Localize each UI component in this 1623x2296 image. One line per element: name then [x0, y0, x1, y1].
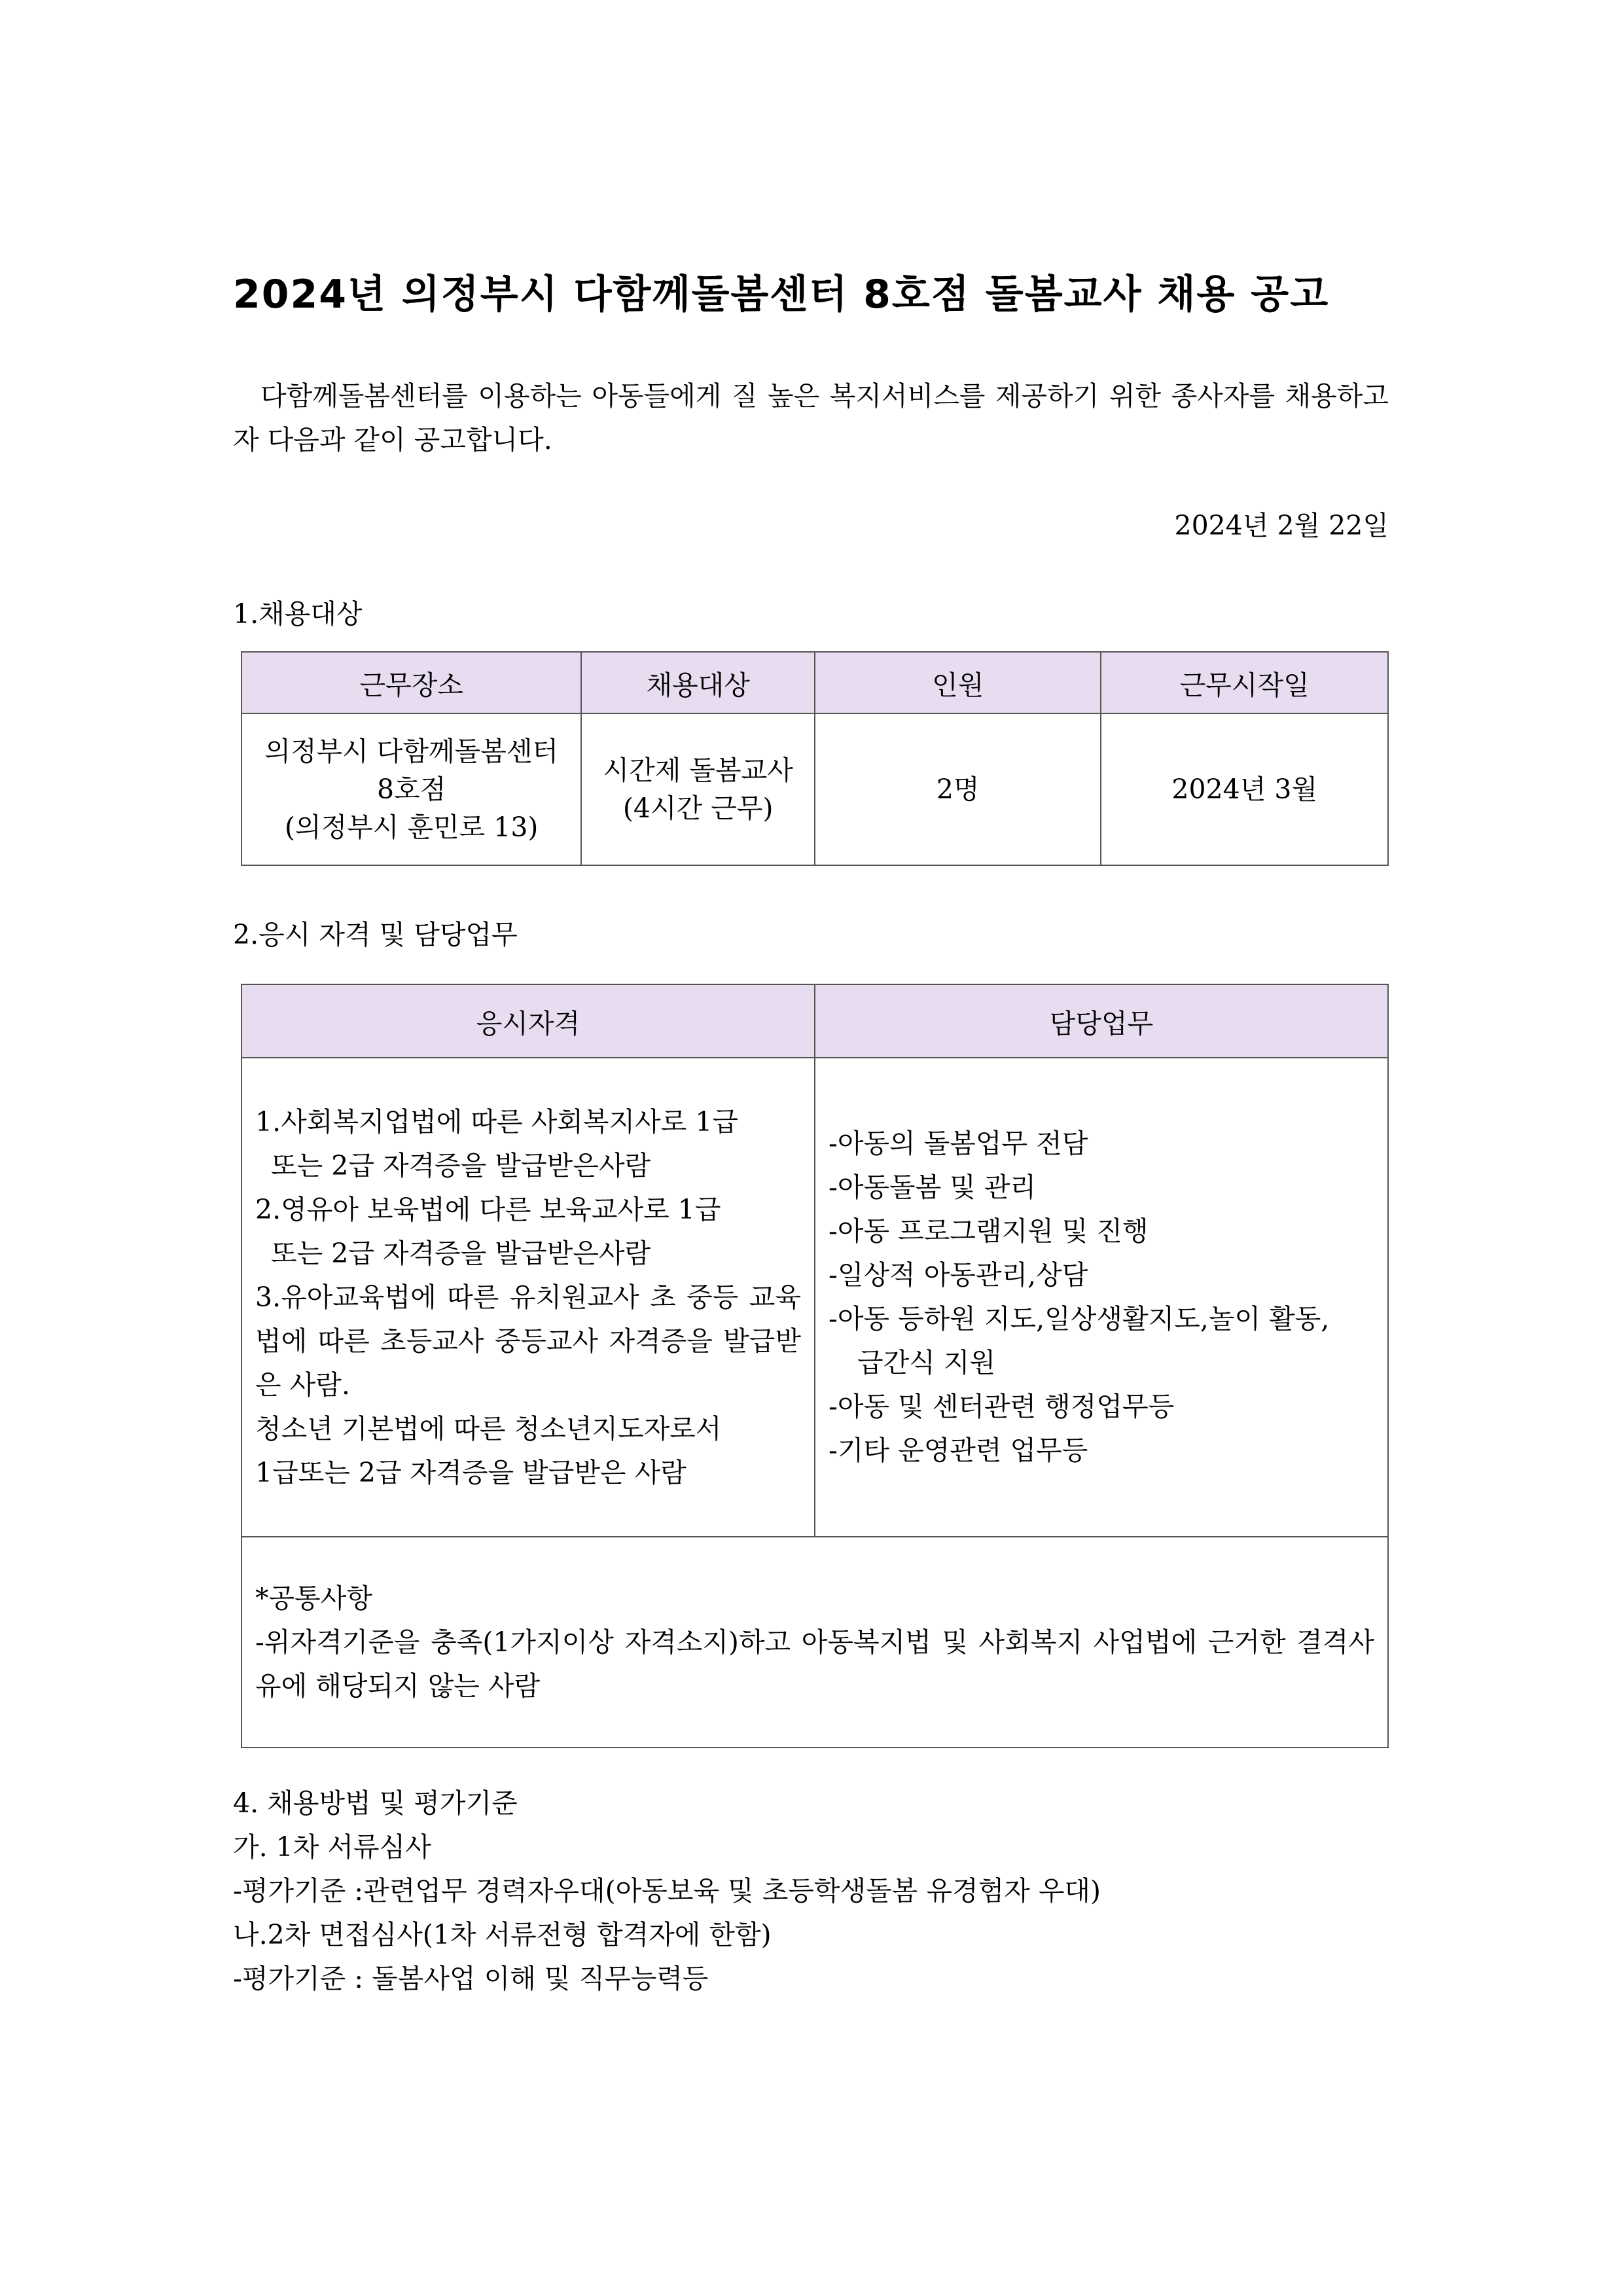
table-row: [241, 713, 1388, 865]
common-title: *공통사항: [255, 1582, 372, 1614]
duty-line: -기타 운영관련 업무등: [828, 1435, 1088, 1466]
cell-duties: [815, 1058, 1388, 1537]
header-duties: 담당업무: [815, 984, 1388, 1058]
table-header-row: [241, 984, 1388, 1058]
cell-headcount: 2명: [815, 713, 1101, 865]
header-recruit-target: 채용대상: [581, 652, 815, 713]
duty-line: -아동 프로그램지원 및 진행: [828, 1215, 1149, 1247]
table-row: [241, 1058, 1388, 1537]
recruitment-target-table: [241, 651, 1389, 866]
duty-line: 급간식 지원: [857, 1347, 996, 1378]
announcement-date: 2024년 2월 22일: [1174, 510, 1389, 541]
cell-qualifications: [241, 1058, 815, 1537]
method-line: 가. 1차 서류심사: [233, 1831, 431, 1863]
cell-common-requirements: [241, 1537, 1388, 1748]
duty-line: -아동 및 센터관련 행정업무등: [828, 1391, 1175, 1422]
work-place-line: 의정부시 다함께돌봄센터: [264, 736, 559, 767]
cell-recruit-target: [581, 713, 815, 865]
page-title: 2024년 의정부시 다함께돌봄센터 8호점 돌봄교사 채용 공고: [233, 272, 1330, 317]
work-place-line: 8호점: [377, 774, 446, 805]
work-place-line: (의정부시 훈민로 13): [284, 812, 539, 843]
section1-heading: 1.채용대상: [233, 598, 363, 630]
method-line: 나.2차 면접심사(1차 서류전형 합격자에 한함): [233, 1919, 772, 1950]
qualification-line: 또는 2급 자격증을 발급받은사람: [271, 1149, 651, 1181]
qualification-line: 청소년 기본법에 따른 청소년지도자로서: [255, 1412, 722, 1444]
section4-heading: 4. 채용방법 및 평가기준: [233, 1787, 518, 1819]
duty-line: -일상적 아동관리,상담: [828, 1259, 1088, 1291]
duty-line: -아동돌봄 및 관리: [828, 1172, 1037, 1203]
header-headcount: 인원: [815, 652, 1101, 713]
cell-start-date: 2024년 3월: [1101, 713, 1388, 865]
recruit-target-line: (4시간 근무): [622, 793, 774, 824]
method-line: -평가기준 :관련업무 경력자우대(아동보육 및 초등학생돌봄 유경험자 우대): [233, 1875, 1101, 1907]
qualification-line: 2.영유아 보육법에 다른 보육교사로 1급: [255, 1193, 721, 1225]
duty-line: -아동의 돌봄업무 전담: [828, 1128, 1088, 1159]
header-start-date: 근무시작일: [1101, 652, 1388, 713]
duty-line: -아동 등하원 지도,일상생활지도,놀이 활동,: [828, 1303, 1330, 1335]
common-text: -위자격기준을 충족(1가지이상 자격소지)하고 아동복지법 및 사회복지 사업법에 근거한 결격사유에 해당되지 않는 사람: [255, 1626, 1374, 1702]
qualification-line: 3.유아교육법에 따른 유치원교사 초 중등 교육법에 따른 초등교사 중등교사 자격증을 발급받은 사람.: [255, 1281, 801, 1401]
table-header-row: [241, 652, 1388, 713]
section2-heading: 2.응시 자격 및 담당업무: [233, 919, 518, 950]
qualification-duty-table: [241, 984, 1389, 1748]
qualification-line: 1급또는 2급 자격증을 발급받은 사람: [255, 1456, 687, 1488]
header-work-place: 근무장소: [241, 652, 581, 713]
method-line: -평가기준 : 돌봄사업 이해 및 직무능력등: [233, 1963, 709, 1994]
table-row: [241, 1537, 1388, 1748]
intro-paragraph: 다함께돌봄센터를 이용하는 아동들에게 질 높은 복지서비스를 제공하기 위한 종사자를 채용하고자 다음과 같이 공고합니다.: [233, 380, 1389, 456]
qualification-line: 1.사회복지업법에 따른 사회복지사로 1급: [255, 1105, 738, 1138]
header-qualification: 응시자격: [241, 984, 815, 1058]
recruit-target-line: 시간제 돌봄교사: [603, 755, 793, 786]
qualification-line: 또는 2급 자격증을 발급받은사람: [271, 1237, 651, 1269]
section4-block: [233, 1782, 1101, 2001]
cell-work-place: [241, 713, 581, 865]
